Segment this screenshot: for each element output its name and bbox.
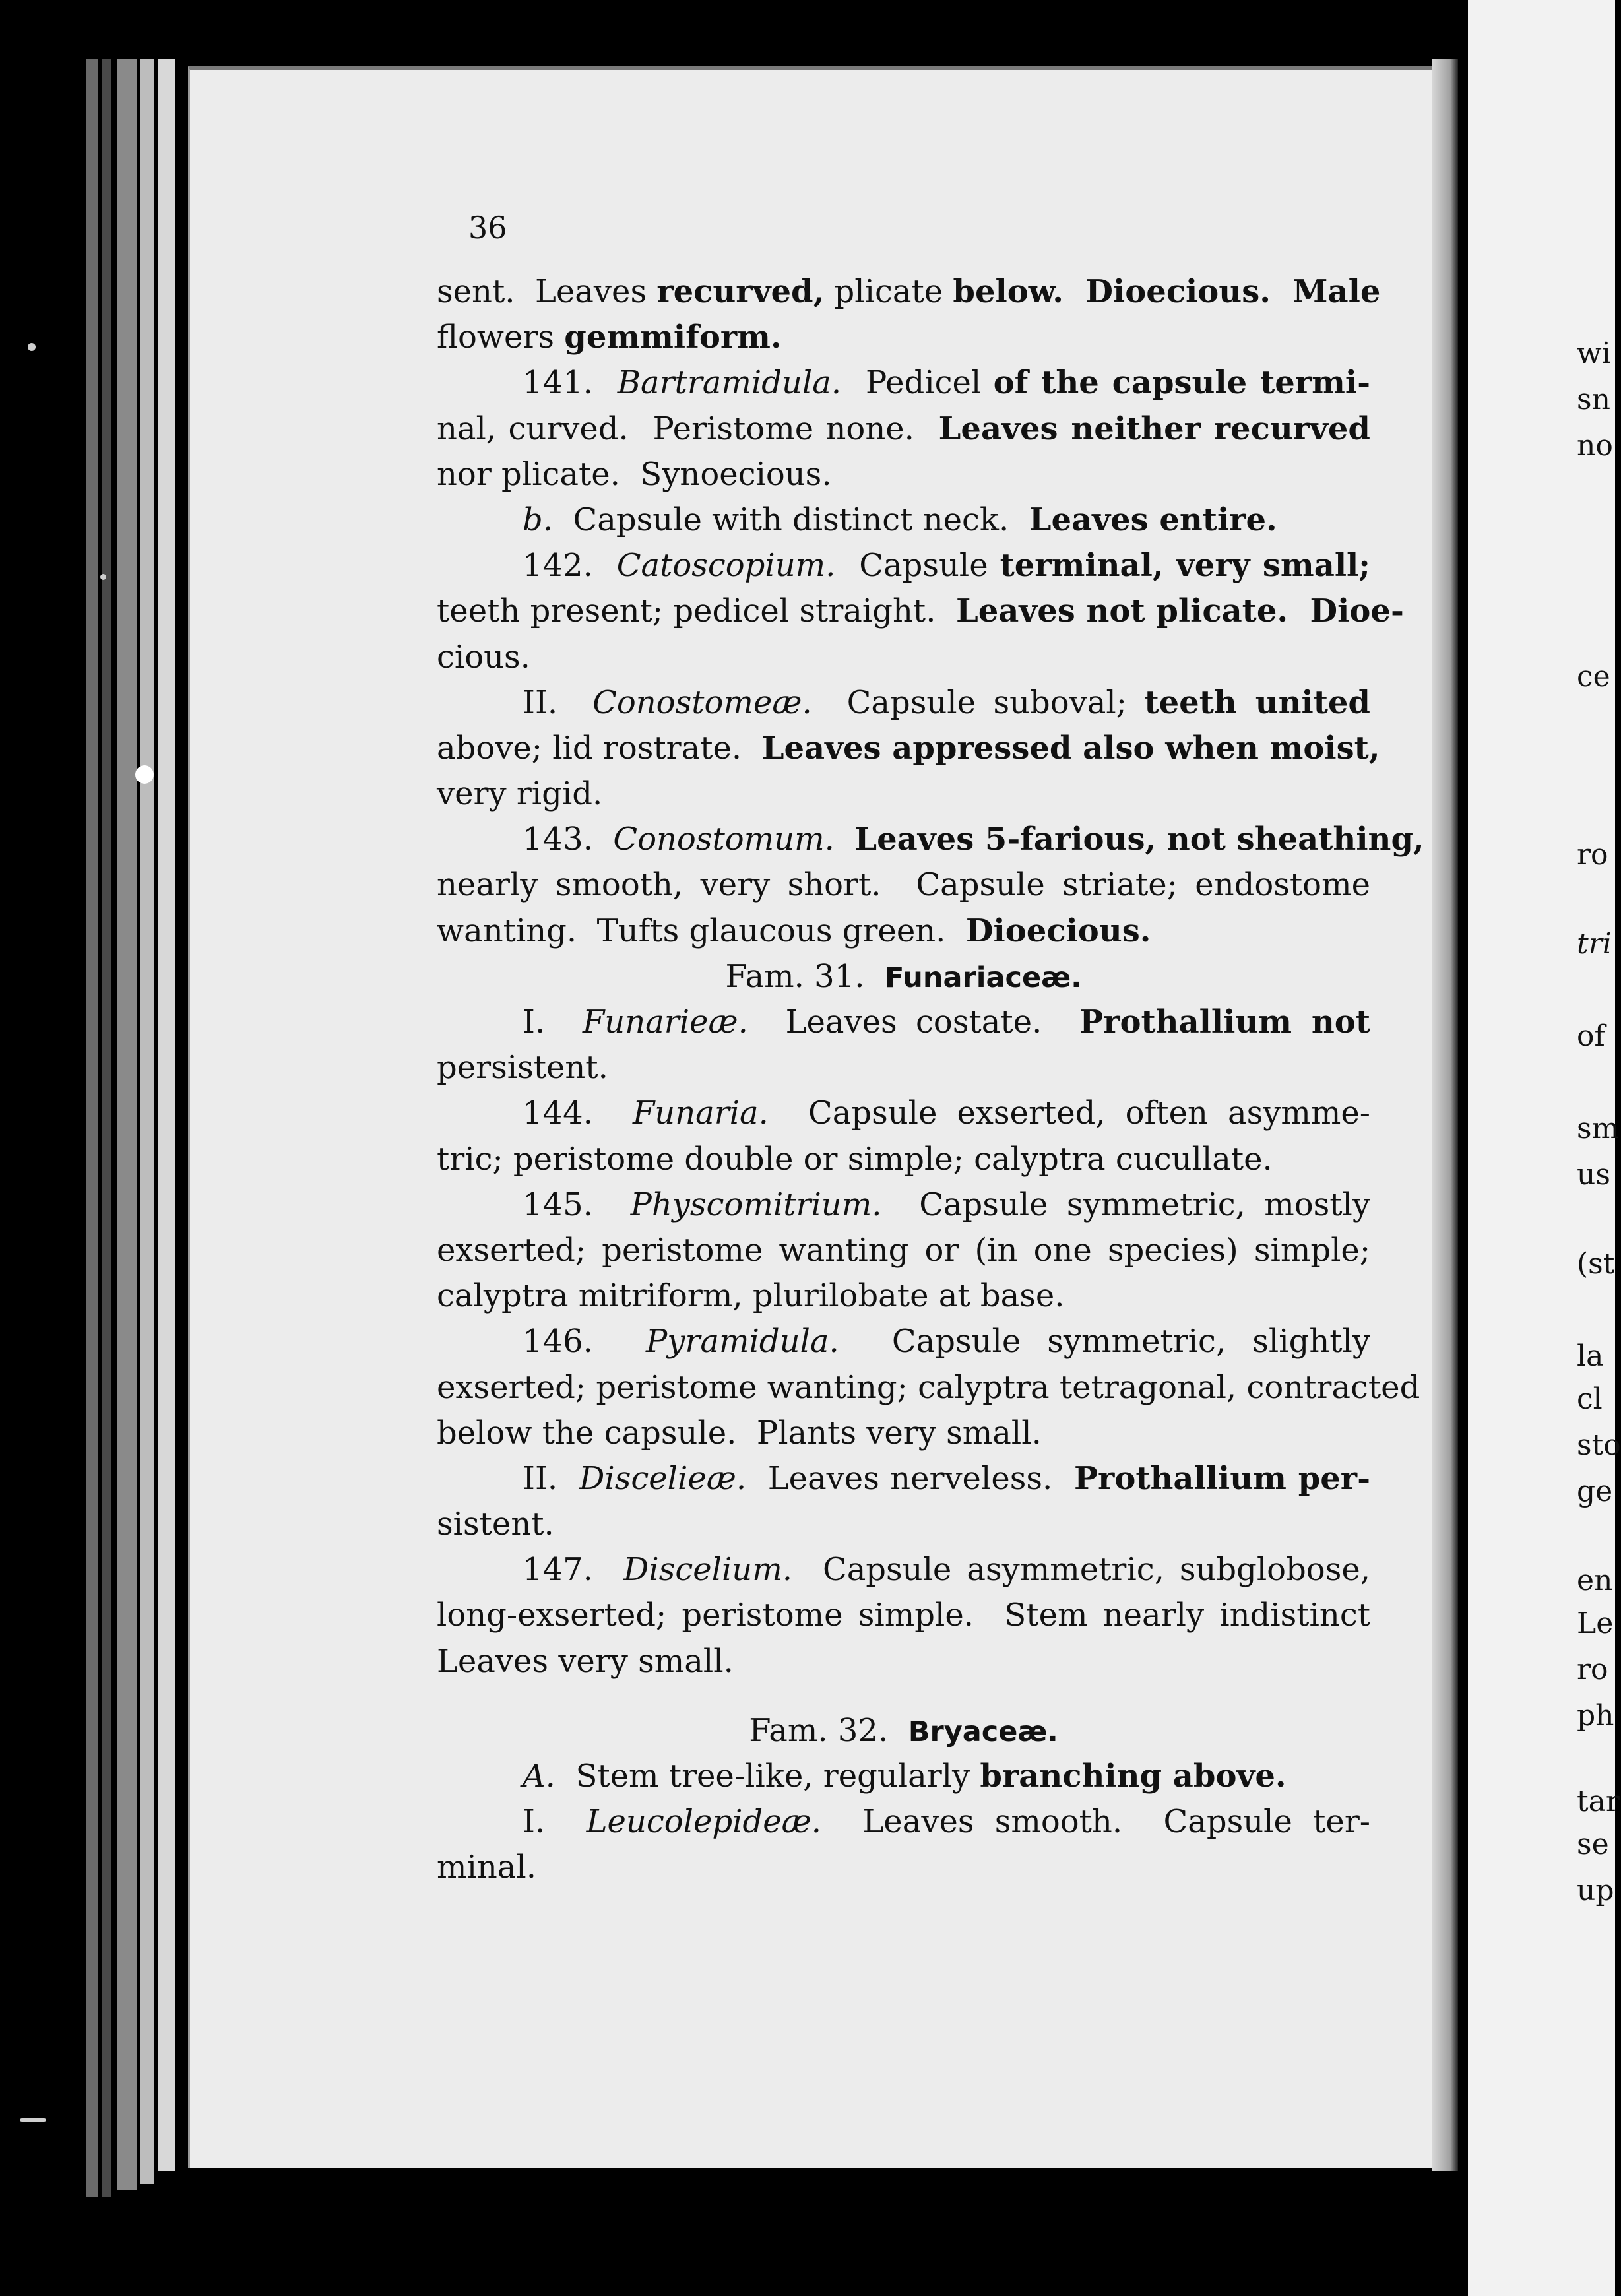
text-segment: nearly smooth, very short. Capsule striate; endostome xyxy=(437,866,1370,904)
facing-page-fragment: ce xyxy=(1577,660,1610,693)
text-segment: 144. xyxy=(523,1095,633,1132)
text-line xyxy=(437,635,1370,680)
text-line xyxy=(437,315,1370,360)
text-segment: Leaves neither recurved xyxy=(938,410,1370,447)
text-segment: Fam. 32. xyxy=(749,1711,908,1749)
facing-page-fragment: tri xyxy=(1577,927,1612,961)
text-line xyxy=(437,497,1370,543)
text-segment: A. xyxy=(523,1758,556,1795)
text-segment: Bryaceæ. xyxy=(908,1715,1058,1748)
facing-page-fragment: (st xyxy=(1577,1247,1615,1281)
family-heading xyxy=(437,1708,1370,1754)
text-segment: Leaves smooth. Capsule ter- xyxy=(821,1803,1370,1841)
text-segment: b. xyxy=(523,501,553,538)
text-line xyxy=(437,1137,1370,1182)
text-segment: of the capsule termi- xyxy=(993,364,1371,402)
text-segment: Capsule symmetric, mostly xyxy=(881,1186,1371,1223)
text-segment: Leaves nerveless. xyxy=(746,1459,1074,1497)
text-line xyxy=(437,452,1370,497)
text-line xyxy=(437,1456,1370,1502)
text-segment: exserted; peristome wanting or (in one species) simple; xyxy=(437,1231,1370,1269)
text-segment xyxy=(835,821,855,858)
text-line xyxy=(437,1182,1370,1228)
text-line xyxy=(437,1547,1370,1593)
text-segment: Capsule with distinct neck. xyxy=(552,501,1029,538)
text-segment: Discelium. xyxy=(623,1551,792,1589)
text-line xyxy=(437,726,1380,771)
text-line xyxy=(437,589,1404,634)
text-segment: Capsule asymmetric, subglobose, xyxy=(792,1551,1371,1589)
text-segment: Leaves entire. xyxy=(1029,501,1277,538)
text-segment: Leaves appressed also when moist, xyxy=(761,729,1380,767)
text-segment: Stem tree-like, regularly xyxy=(555,1758,980,1795)
text-segment: Prothallium not xyxy=(1079,1004,1370,1040)
facing-page-fragment: wi xyxy=(1577,336,1611,370)
text-segment: 141. xyxy=(523,364,618,402)
text-line xyxy=(437,1365,1420,1411)
text-line xyxy=(437,406,1370,452)
dust-speck xyxy=(100,574,106,580)
dust-speck xyxy=(28,343,36,351)
book-edge-strip xyxy=(140,59,154,2184)
text-segment: wanting. Tufts glaucous green. xyxy=(437,912,966,949)
text-line xyxy=(437,269,1381,315)
page-number: 36 xyxy=(468,210,507,245)
text-segment: persistent. xyxy=(437,1049,608,1087)
text-segment: Leaves not plicate. Dioe- xyxy=(955,592,1404,630)
text-segment: Capsule exserted, often asymme- xyxy=(768,1095,1370,1132)
text-segment: 147. xyxy=(523,1551,623,1589)
text-segment: nal, curved. Peristome none. xyxy=(437,410,939,447)
text-segment: minal. xyxy=(437,1849,537,1886)
page-text xyxy=(437,269,1424,1891)
facing-page-fragment: sto xyxy=(1577,1428,1621,1462)
text-line xyxy=(437,817,1424,862)
text-segment: I. xyxy=(523,1004,583,1040)
facing-page-fragment: se xyxy=(1577,1828,1609,1861)
book-edge-strip xyxy=(102,59,111,2197)
text-line xyxy=(437,1000,1370,1045)
text-segment: Funaria. xyxy=(632,1095,769,1132)
facing-page-fragment: ph xyxy=(1577,1699,1614,1733)
facing-page-fragment: la xyxy=(1577,1339,1604,1373)
page-gutter xyxy=(1432,59,1458,2171)
dust-speck xyxy=(20,2118,46,2122)
family-heading xyxy=(437,954,1370,1000)
text-segment: teeth present; pedicel straight. xyxy=(437,592,956,630)
text-segment: calyptra mitriform, plurilobate at base. xyxy=(437,1277,1065,1315)
text-segment: Capsule symmetric, slightly xyxy=(839,1323,1370,1360)
text-segment: Pyramidula. xyxy=(646,1323,839,1360)
text-segment: Leucolepideæ. xyxy=(586,1803,821,1841)
text-segment: Disceliеæ. xyxy=(579,1459,747,1497)
facing-page-fragment: ro xyxy=(1577,838,1608,872)
text-line xyxy=(437,1091,1370,1136)
text-line xyxy=(437,680,1370,726)
text-segment: recurved, xyxy=(656,273,825,310)
text-segment: 146. xyxy=(523,1323,646,1360)
facing-page-fragment: cl xyxy=(1577,1382,1603,1416)
text-segment: Pedicel xyxy=(841,364,994,402)
text-line xyxy=(437,1045,1370,1091)
text-line xyxy=(437,543,1370,589)
facing-page-fragment: ge xyxy=(1577,1475,1613,1508)
text-segment: exserted; peristome wanting; calyptra tetragonal, contracted xyxy=(437,1368,1420,1406)
text-segment: terminal, very small; xyxy=(1000,547,1371,585)
text-segment: below. Dioecious. Male xyxy=(953,273,1381,310)
text-line xyxy=(437,1502,1370,1547)
text-segment: plicate xyxy=(824,273,953,310)
facing-page-fragment: sm xyxy=(1577,1112,1620,1145)
text-line xyxy=(437,1639,1370,1684)
text-segment: Conostomum. xyxy=(613,821,835,858)
text-segment: Leaves costate. xyxy=(747,1004,1080,1040)
facing-page-fragment: sn xyxy=(1577,383,1610,416)
text-line xyxy=(437,1754,1370,1799)
facing-page-fragment: us xyxy=(1577,1158,1610,1192)
text-segment: Capsule suboval; xyxy=(811,684,1145,721)
text-segment: Leaves 5-farious, not sheathing, xyxy=(854,821,1424,858)
facing-page-fragment: tar xyxy=(1577,1785,1620,1818)
text-segment: Funarieæ. xyxy=(583,1004,748,1040)
blank-space xyxy=(437,1684,1370,1708)
text-segment: gemmiform. xyxy=(564,319,782,356)
text-segment: above; lid rostrate. xyxy=(437,729,762,767)
facing-page-fragment: en xyxy=(1577,1564,1613,1597)
book-edge-strip xyxy=(117,59,137,2190)
text-segment: Fam. 31. xyxy=(725,957,885,995)
text-segment: tric; peristome double or simple; calyptra cucullate. xyxy=(437,1140,1273,1178)
dust-speck xyxy=(135,765,154,784)
text-segment: cious. xyxy=(437,638,530,676)
text-line xyxy=(437,1593,1370,1638)
book-edge-strip xyxy=(86,59,98,2197)
text-segment: Physcomitrium. xyxy=(630,1186,882,1223)
facing-page-fragment: no xyxy=(1577,429,1613,462)
text-line xyxy=(437,1228,1370,1273)
text-segment: very rigid. xyxy=(437,775,603,813)
text-segment: sistent. xyxy=(437,1506,554,1543)
book-edge-strip xyxy=(158,59,175,2171)
text-segment: Leaves very small. xyxy=(437,1642,734,1680)
text-line xyxy=(437,360,1370,406)
text-segment: below the capsule. Plants very small. xyxy=(437,1414,1042,1451)
text-line xyxy=(437,862,1370,908)
text-segment: flowers xyxy=(437,319,565,356)
text-segment: 145. xyxy=(523,1186,631,1223)
facing-page-fragment: ro xyxy=(1577,1653,1608,1686)
text-segment: 143. xyxy=(523,821,614,858)
text-line xyxy=(437,1845,1370,1890)
text-segment: II. xyxy=(523,684,593,721)
text-line xyxy=(437,1273,1370,1319)
text-segment: I. xyxy=(523,1803,587,1841)
text-segment: Capsule xyxy=(835,547,1000,585)
text-line xyxy=(437,909,1370,954)
text-segment: sent. Leaves xyxy=(437,273,657,310)
text-segment: branching above. xyxy=(980,1758,1287,1795)
text-segment: teeth united xyxy=(1144,684,1370,721)
facing-page-fragment: of xyxy=(1577,1019,1605,1053)
text-segment: II. xyxy=(523,1459,579,1497)
text-segment: long-exserted; peristome simple. Stem nearly indistinct xyxy=(437,1597,1370,1634)
text-segment: Funariaceæ. xyxy=(885,961,1082,994)
text-segment: Bartramidula. xyxy=(617,364,842,402)
text-segment: nor plicate. Synoecious. xyxy=(437,455,832,493)
text-line xyxy=(437,1799,1370,1845)
facing-page-fragment: up xyxy=(1577,1874,1614,1907)
text-line xyxy=(437,771,1370,817)
text-segment: Catoscopium. xyxy=(616,547,836,585)
text-segment: Prothallium per- xyxy=(1073,1459,1371,1497)
text-line xyxy=(437,1411,1370,1456)
text-segment: Dioecious. xyxy=(965,912,1151,949)
text-line xyxy=(437,1319,1370,1364)
text-segment: 142. xyxy=(523,547,617,585)
facing-page-fragment: Le xyxy=(1577,1607,1614,1640)
text-segment: Conostomeæ. xyxy=(592,684,812,721)
